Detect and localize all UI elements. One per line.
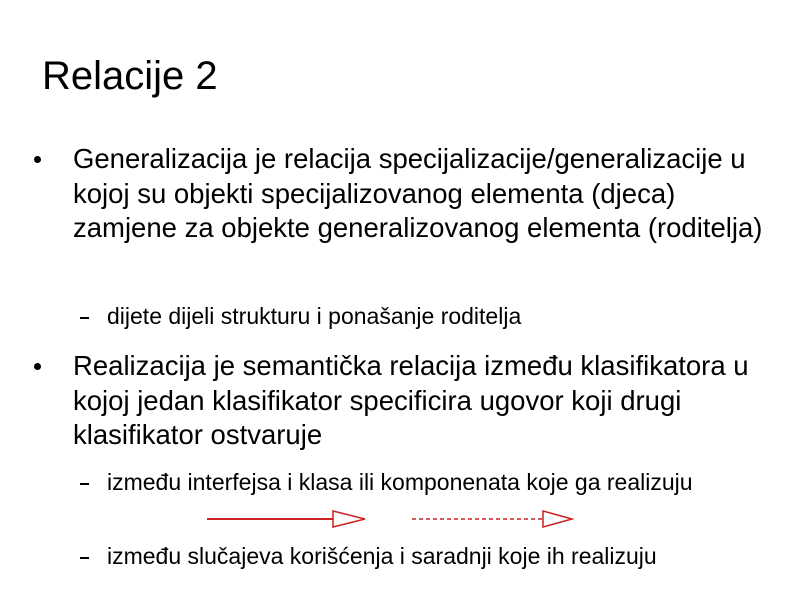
subbullet-realization-interfaces: između interfejsa i klasa ili komponenata koje ga realizuju	[107, 469, 693, 495]
slide-title: Relacije 2	[42, 54, 218, 98]
bullet-generalization: Generalizacija je relacija specijalizacije/generalizacije u kojoj su objekti specijalizovanog elementa (djeca) zamjene za objekte generalizovanog elementa (roditelja)	[73, 143, 763, 243]
realization-arrow-icon	[412, 511, 572, 527]
bullet-realization: Realizacija je semantička relacija između klasifikatora u kojoj jedan klasifikator specificira ugovor koji drugi klasifikator ostvaruje	[73, 350, 749, 450]
subbullet-generalization-structure: dijete dijeli strukturu i ponašanje roditelja	[107, 303, 522, 329]
subbullet-realization-usecases: između slučajeva korišćenja i saradnji koje ih realizuju	[107, 543, 657, 569]
